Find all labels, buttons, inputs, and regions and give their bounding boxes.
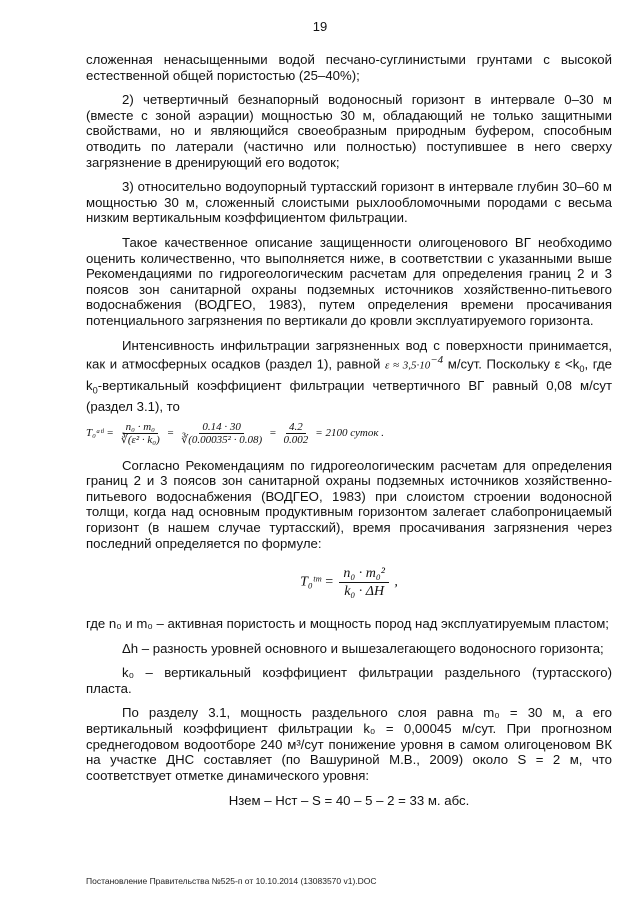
- document-footer: Постановление Правительства №525-п от 10.10.2014 (13083570 v1).DOC: [86, 876, 377, 886]
- paragraph-4: Такое качественное описание защищенности олигоценового ВГ необходимо оценить количественно, что выполняется ниже, в соответствии с указанными выше Рекомендациями по гидрогеологическим расчетам для определения границ 2 и 3 поясов зон санитарной охраны подземных источников хозяйственно-питьевого водоснабжения (ВОДГЕО, 1983), путем определения времени просачивания потенциального загрязнения по вертикали до кровли эксплуатируемого горизонта.: [86, 234, 612, 328]
- formula1-f1-num: n₀ · m₀: [123, 421, 158, 434]
- paragraph-5: Интенсивность инфильтрации загрязненных вод с поверхности принимается, как и атмосферных осадков (раздел 1), равной $\varepsilon \approx 3,5\cdot 10^{-4}$ м/сут. Поскольку $\varepsilon <k_0$, где $k_0$-вертикальный коэффициент фильтрации четвертичного ВГ равный 0,08 м/сут (раздел 3.1), то: [86, 337, 612, 414]
- paragraph-8: Δh – разность уровней основного и вышезалегающего водоносного горизонта;: [122, 640, 604, 656]
- formula2-fraction: [339, 565, 389, 600]
- paragraph-1: сложенная ненасыщенными водой песчано-суглинистыми грунтами с высокой естественной общей пористостью (25–40%);: [86, 52, 612, 83]
- formula2-den: k₀ · ΔH: [344, 584, 385, 600]
- formula-infiltration-time: [86, 419, 612, 449]
- formula-seepage-time: [86, 565, 612, 600]
- document-body: [86, 52, 612, 809]
- paragraph-7: где n₀ и m₀ – активная пористость и мощность пород над эксплуатируемым пластом;: [86, 616, 609, 632]
- formula1-f1-den: ∛(ε² · k₀): [120, 434, 160, 447]
- epsilon-exponent: −4: [430, 354, 444, 367]
- formula1-f3-den: 0.002: [283, 434, 309, 447]
- formula1-f3-num: 4.2: [286, 421, 306, 434]
- paragraph-5-part-d: -вертикальный коэффициент фильтрации четвертичного ВГ равный 0,08 м/сут (раздел 3.1), то: [86, 377, 612, 414]
- formula-dynamic-level: Hзем – Hст – S = 40 – 5 – 2 = 33 м. абс.: [228, 793, 470, 809]
- formula2-num: n₀ · m₀²: [339, 565, 389, 583]
- paragraph-5-part-b: м/сут. Поскольку ε <k: [447, 356, 580, 372]
- page-number: 19: [312, 19, 328, 34]
- formula1-fraction-1: [118, 421, 165, 446]
- formula1-f2-num: 0.14 · 30: [199, 421, 244, 434]
- paragraph-5-part-c: , где k: [86, 356, 612, 393]
- paragraph-9: k₀ – вертикальный коэффициент фильтрации раздельного (туртасского) пласта.: [86, 665, 612, 696]
- epsilon-value: ε ≈ 3,5·10: [384, 359, 431, 372]
- formula1-fraction-3: [281, 421, 314, 446]
- paragraph-10: По разделу 3.1, мощность раздельного слоя равна m₀ = 30 м, а его вертикальный коэффициент фильтрации k₀ = 0,00045 м/сут. При прогнозном среднегодовом водоотборе 240 м³/сут понижение уровня в самом олигоценовом ВК на участке ДНС составляет (по Вашуриной М.В., 2009) около S = 2 м, что соответствует отметке динамического уровня:: [86, 705, 612, 783]
- formula1-eq1: =: [166, 426, 175, 439]
- paragraph-5-part-a: Интенсивность инфильтрации загрязненных вод с поверхности принимается, как и атмосферных осадков (раздел 1), равной: [86, 337, 612, 372]
- paragraph-2: 2) четвертичный безнапорный водоносный горизонт в интервале 0–30 м (вместе с зоной аэрации) мощностью 30 м, обладающий не только защитными свойствами, но и являющийся своеобразным природным буфером, способным отводить по латерали (частично или полностью) поступившее в него сверху загрязнение в дренирующий его водоток;: [86, 92, 612, 170]
- formula1-fraction-2: [178, 421, 267, 446]
- formula1-f2-den: ∛(0.00035² · 0.08): [181, 434, 263, 447]
- formula1-eq2: =: [269, 426, 277, 439]
- formula2-tail: ,: [394, 574, 398, 590]
- paragraph-3: 3) относительно водоупорный туртасский горизонт в интервале глубин 30–60 м мощностью 30 м, сложенный слоистыми рыхлообломочными породами с весьма низким вертикальным коэффициентом фильтрации.: [86, 179, 612, 226]
- formula1-lhs: T₀ᵃᵗˡ =: [86, 426, 114, 439]
- paragraph-6: Согласно Рекомендациям по гидрогеологическим расчетам для определения границ 2 и 3 поясов зон санитарной охраны подземных источников хозяйственно-питьевого водоснабжения (ВОДГЕО, 1983) при слоистом строении водоносной толщи, когда над основным продуктивным горизонтом залегает слабопроницаемый горизонт (в нашем случае туртасский), время просачивания загрязнения через последний определяется по формуле:: [86, 457, 612, 551]
- formula1-result: = 2100 суток .: [315, 426, 384, 439]
- formula2-lhs: T₀ᵗᵐ =: [300, 574, 334, 590]
